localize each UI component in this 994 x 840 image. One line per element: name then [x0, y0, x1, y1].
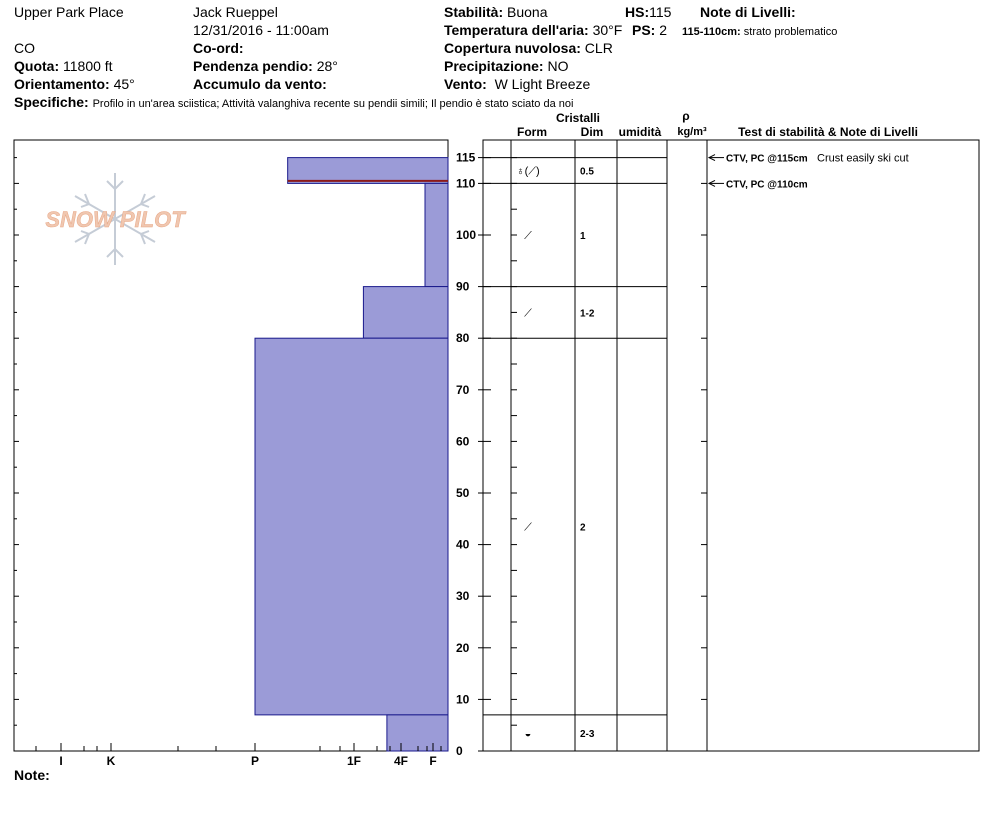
snowpilot-logo: [45, 173, 186, 265]
wind-label: Vento:: [444, 76, 487, 92]
test-label: CTV, PC @110cm: [726, 179, 808, 191]
hardness-layer-bar: [255, 338, 448, 715]
aspect-value: 45°: [113, 76, 135, 92]
depth-tick-label: 20: [456, 640, 470, 655]
depth-tick-label: 100: [456, 228, 477, 242]
precip-value: NO: [547, 58, 569, 74]
layer-size: 2-3: [580, 728, 595, 740]
hardness-axis: [36, 743, 441, 768]
crystals-header: Cristalli: [555, 111, 601, 125]
hardness-tick-label: I: [59, 754, 63, 768]
depth-tick-label: 0: [456, 744, 463, 758]
hs-value: 115: [649, 4, 672, 20]
elevation-value: 11800 ft: [63, 58, 113, 74]
stability-label: Stabilità:: [444, 4, 504, 20]
slope-label: Pendenza pendio:: [193, 58, 313, 74]
layer-size: 2: [580, 522, 586, 534]
hs-label: HS:: [625, 4, 650, 20]
layer-form-symbol: ⟋: [524, 521, 532, 534]
layer-table-frame: [483, 140, 979, 751]
wind-value: W Light Breeze: [494, 76, 591, 92]
layer-form-symbol: ⟋: [524, 230, 532, 242]
depth-tick-label: 10: [456, 692, 470, 707]
notes-label: Note:: [14, 767, 50, 783]
hardness-layer-bar: [425, 183, 448, 286]
slope-value: 28°: [316, 58, 338, 74]
layer-size: 1-2: [580, 308, 595, 320]
test-label: CTV, PC @115cm: [726, 153, 808, 165]
depth-tick-label: 70: [456, 382, 470, 397]
hardness-layers: [255, 158, 448, 751]
layer-notes-label: Note di Livelli:: [700, 4, 796, 20]
hardness-layer-bar: [387, 715, 448, 751]
precip-label: Precipitazione:: [444, 58, 544, 74]
cloud-label: Copertura nuvolosa:: [444, 40, 581, 56]
observer: Jack Rueppel: [193, 4, 278, 20]
cloud-value: CLR: [584, 40, 613, 56]
depth-tick-label: 90: [456, 279, 470, 294]
location-name: Upper Park Place: [14, 4, 124, 20]
left-edge-ticks: [14, 158, 19, 751]
hardness-tick-label: F: [429, 754, 437, 768]
hardness-tick-label: K: [106, 754, 116, 768]
coord-label: Co-ord:: [193, 40, 244, 56]
moisture-header: umidità: [618, 125, 662, 139]
datetime: 12/31/2016 - 11:00am: [193, 22, 329, 38]
depth-tick-label: 50: [456, 486, 470, 500]
logo-text: SNOW PILOT: [45, 207, 185, 232]
hardness-layer-bar: [363, 287, 448, 339]
specifics-value: Profilo in un'area sciistica; Attività valanghiva recente su pendii simili; Il pendio è stato sciato da noi: [92, 98, 574, 110]
hardness-tick-label: P: [250, 754, 260, 768]
tests-header: Test di stabilità & Note di Livelli: [738, 125, 918, 139]
aspect-label: Orientamento:: [14, 76, 110, 92]
hardness-layer-bar: [288, 158, 448, 184]
layer-form-symbol: ♁(⟋): [516, 165, 540, 178]
air-temp-label: Temperatura dell'aria:: [444, 22, 589, 38]
layer-note-text: strato problematico: [743, 26, 838, 38]
ps-label: PS:: [632, 22, 656, 38]
layer-size: 0.5: [580, 166, 594, 178]
layer-note-range: 115-110cm:: [682, 26, 741, 38]
form-header: Form: [517, 125, 547, 139]
hardness-tick-label: 4F: [393, 754, 409, 768]
depth-tick-label: 40: [456, 537, 470, 552]
density-unit-header: kg/m³: [677, 126, 707, 138]
depth-tick-label: 115: [456, 150, 476, 165]
density-symbol-header: ρ: [682, 109, 690, 123]
state: CO: [14, 40, 35, 56]
elevation-label: Quota:: [14, 58, 60, 74]
hardness-tick-label: 1F: [346, 754, 362, 768]
depth-tick-label: 80: [456, 331, 470, 346]
specifics-label: Specifiche:: [14, 94, 89, 110]
wind-loading-label: Accumulo da vento:: [193, 76, 327, 92]
ps-value: 2: [659, 22, 668, 38]
stability-tests: [709, 153, 909, 191]
air-temp-value: 30°F: [592, 22, 623, 38]
test-note: Crust easily ski cut: [817, 152, 909, 165]
depth-tick-label: 110: [456, 176, 476, 191]
stability-value: Buona: [507, 4, 548, 20]
depth-tick-label: 60: [456, 434, 470, 449]
layer-size: 1: [580, 231, 586, 242]
depth-tick-label: 30: [456, 589, 470, 604]
size-header: Dim: [580, 125, 604, 139]
layer-form-symbol: ⟋: [524, 307, 532, 320]
layer-form-symbol: ◒: [524, 727, 532, 740]
